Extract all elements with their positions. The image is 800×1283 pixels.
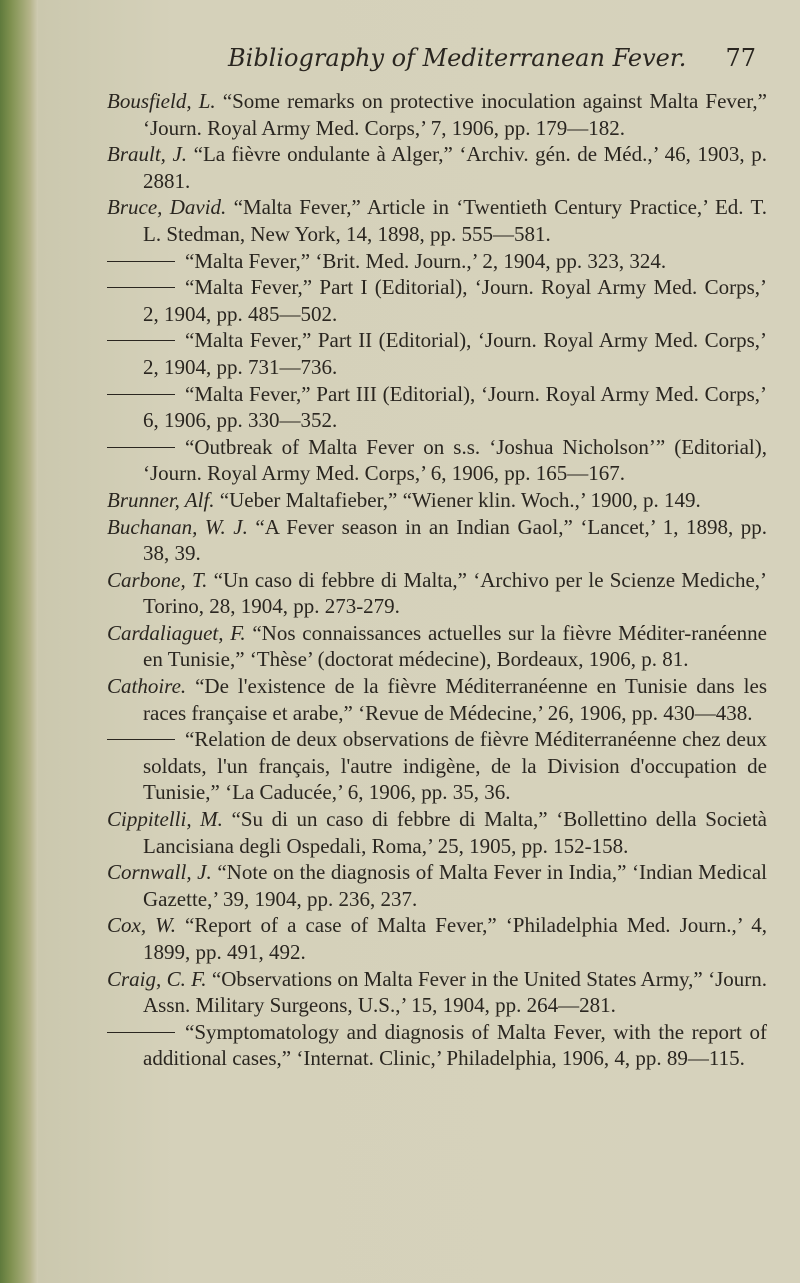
ditto-dash — [107, 394, 175, 395]
entry-text: “Outbreak of Malta Fever on s.s. ‘Joshua Nicholson’” (Editorial), ‘Journ. Royal Army Med. Corps,’ 6, 1906, pp. 165—167. — [143, 434, 767, 486]
entry-text: “Nos connaissances actuelles sur la fièvre Méditer-ranéenne en Tunisie,” ‘Thèse’ (doctorat médecine), Bordeaux, 1906, p. 81. — [143, 620, 767, 672]
bibliography-entry — [107, 327, 767, 380]
entry-author: Cornwall, J. — [107, 860, 212, 885]
bibliography-entry — [107, 1019, 767, 1072]
entry-author: Bruce, David. — [107, 195, 227, 220]
bibliography-list — [107, 88, 767, 1072]
page-number: 77 — [725, 44, 756, 72]
book-binding-edge — [0, 0, 38, 1283]
entry-text: “De l'existence de la fièvre Méditerranéenne en Tunisie dans les races française et arabe,” ‘Revue de Médecine,’ 26, 1906, pp. 430—438. — [143, 674, 767, 725]
entry-author: Brault, J. — [107, 142, 188, 167]
bibliography-entry — [107, 514, 767, 567]
entry-author: Cathoire. — [107, 674, 187, 699]
entry-text: “Un caso di febbre di Malta,” ‘Archivo per le Scienze Mediche,’ Torino, 28, 1904, pp. 273-279. — [143, 567, 768, 619]
bibliography-entry — [107, 726, 767, 806]
entry-text: “Malta Fever,” Article in ‘Twentieth Century Practice,’ Ed. T. L. Stedman, New York, 14, 1898, pp. 555—581. — [143, 195, 767, 246]
entry-author: Craig, C. F. — [107, 966, 207, 991]
ditto-dash — [107, 287, 175, 288]
bibliography-entry — [107, 487, 767, 514]
ditto-dash — [107, 1032, 175, 1033]
entry-author: Carbone, T. — [107, 567, 208, 592]
ditto-dash — [107, 739, 175, 740]
bibliography-entry — [107, 434, 767, 487]
bibliography-entry — [107, 673, 767, 726]
bibliography-entry — [107, 567, 767, 620]
bibliography-entry — [107, 194, 767, 247]
bibliography-entry — [107, 966, 767, 1019]
entry-text: “Malta Fever,” Part III (Editorial), ‘Journ. Royal Army Med. Corps,’ 6, 1906, pp. 330—352. — [143, 381, 767, 433]
book-page — [38, 0, 800, 1283]
running-title: Bibliography of Mediterranean Fever. — [228, 44, 687, 72]
entry-text: “Malta Fever,” ‘Brit. Med. Journ.,’ 2, 1904, pp. 323, 324. — [185, 248, 667, 273]
entry-text: “La fièvre ondulante à Alger,” ‘Archiv. gén. de Méd.,’ 46, 1903, p. 2881. — [143, 142, 767, 193]
entry-text: “A Fever season in an Indian Gaol,” ‘Lancet,’ 1, 1898, pp. 38, 39. — [143, 514, 767, 566]
ditto-dash — [107, 340, 175, 341]
bibliography-entry — [107, 274, 767, 327]
entry-text: “Malta Fever,” Part II (Editorial), ‘Journ. Royal Army Med. Corps,’ 2, 1904, pp. 731—736. — [143, 328, 767, 379]
entry-text: “Report of a case of Malta Fever,” ‘Philadelphia Med. Journ.,’ 4, 1899, pp. 491, 492. — [143, 913, 768, 964]
entry-text: “Symptomatology and diagnosis of Malta Fever, with the report of additional cases,” ‘Internat. Clinic,’ Philadelphia, 1906, 4, pp. 89—115. — [143, 1019, 767, 1071]
ditto-dash — [107, 447, 175, 448]
entry-text: “Malta Fever,” Part I (Editorial), ‘Journ. Royal Army Med. Corps,’ 2, 1904, pp. 485—502. — [143, 275, 767, 326]
running-head — [146, 44, 756, 72]
entry-text: “Ueber Maltafieber,” “Wiener klin. Woch.,’ 1900, p. 149. — [219, 487, 701, 512]
entry-author: Cox, W. — [107, 913, 176, 938]
bibliography-entry — [107, 620, 767, 673]
entry-author: Cippitelli, M. — [107, 807, 223, 832]
bibliography-entry — [107, 381, 767, 434]
bibliography-entry — [107, 912, 767, 965]
entry-text: “Observations on Malta Fever in the United States Army,” ‘Journ. Assn. Military Surgeons, U.S.,’ 15, 1904, pp. 264—281. — [143, 966, 767, 1018]
entry-author: Cardaliaguet, F. — [107, 620, 246, 645]
entry-text: “Note on the diagnosis of Malta Fever in India,” ‘Indian Medical Gazette,’ 39, 1904, pp. 236, 237. — [143, 860, 767, 911]
entry-author: Bousfield, L. — [107, 89, 216, 113]
entry-text: “Some remarks on protective inoculation against Malta Fever,” ‘Journ. Royal Army Med. Corps,’ 7, 1906, pp. 179—182. — [143, 89, 767, 140]
bibliography-entry — [107, 88, 767, 141]
entry-text: “Relation de deux observations de fièvre Méditerranéenne chez deux soldats, l'un français, l'autre indigène, de la Division d'occupation de Tunisie,” ‘La Caducée,’ 6, 1906, pp. 35, 36. — [143, 727, 767, 805]
entry-text: “Su di un caso di febbre di Malta,” ‘Bollettino della Società Lancisiana degli Ospedali, Roma,’ 25, 1905, pp. 152-158. — [143, 807, 768, 858]
bibliography-entry — [107, 248, 767, 275]
bibliography-entry — [107, 806, 767, 859]
bibliography-entry — [107, 141, 767, 194]
ditto-dash — [107, 261, 175, 262]
entry-author: Buchanan, W. J. — [107, 514, 248, 539]
entry-author: Brunner, Alf. — [107, 487, 215, 512]
bibliography-entry — [107, 859, 767, 912]
